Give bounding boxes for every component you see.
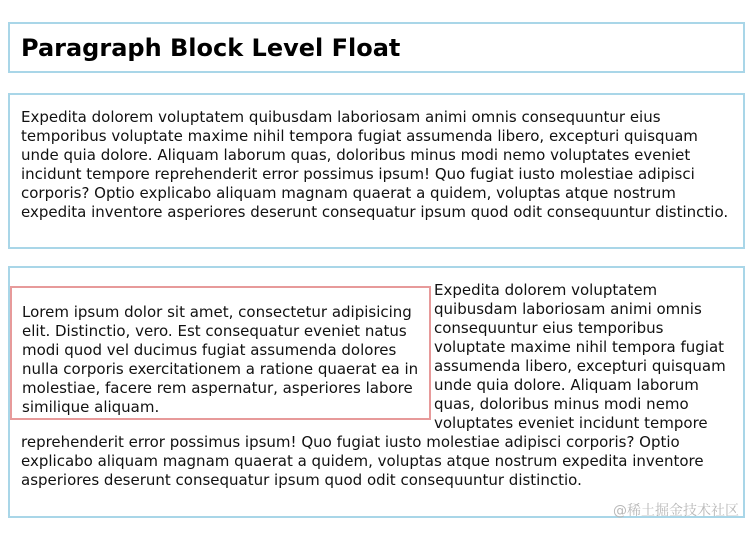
title-container: [8, 22, 745, 73]
float-paragraph: [21, 281, 729, 490]
floated-block: Lorem ipsum dolor sit amet, consectetur adipisicing elit. Distinctio, vero. Est consequatur eveniet natus modi quod vel ducimus fugiat assumenda dolores nulla corporis exercitationem a ratione quaerat ea in molestiae, facere rem aspernatur, asperiores labore similique aliquam.: [10, 286, 431, 420]
watermark: @稀土掘金技术社区: [613, 503, 739, 519]
float-paragraph-container: [8, 266, 745, 518]
paragraph-text: Expedita dolorem voluptatem quibusdam laboriosam animi omnis consequuntur eius temporibus voluptate maxime nihil tempora fugiat assumenda libero, excepturi quisquam unde quia dolore. Aliquam laborum quas, doloribus minus modi nemo voluptates eveniet incidunt tempore reprehenderit error possimus ipsum! Quo fugiat iusto molestiae adipisci corporis? Optio explicabo aliquam magnam quaerat a quidem, voluptas atque nostrum expedita inventore asperiores deserunt consequatur ipsum quod odit consequuntur distinctio.: [21, 108, 729, 221]
paragraph-container-1: [8, 93, 745, 249]
page-title: Paragraph Block Level Float: [21, 34, 401, 62]
wrapping-paragraph-text: Expedita dolorem voluptatem quibusdam laboriosam animi omnis consequuntur eius temporibus voluptate maxime nihil tempora fugiat assumenda libero, excepturi quisquam unde quia dolore. Aliquam laborum quas, doloribus minus modi nemo voluptates eveniet incidunt tempore reprehenderit error possimus ipsum! Quo fugiat iusto molestiae adipisci corporis? Optio explicabo aliquam magnam quaerat a quidem, voluptas atque nostrum expedita inventore asperiores deserunt consequatur ipsum quod odit consequuntur distinctio.: [21, 281, 726, 489]
